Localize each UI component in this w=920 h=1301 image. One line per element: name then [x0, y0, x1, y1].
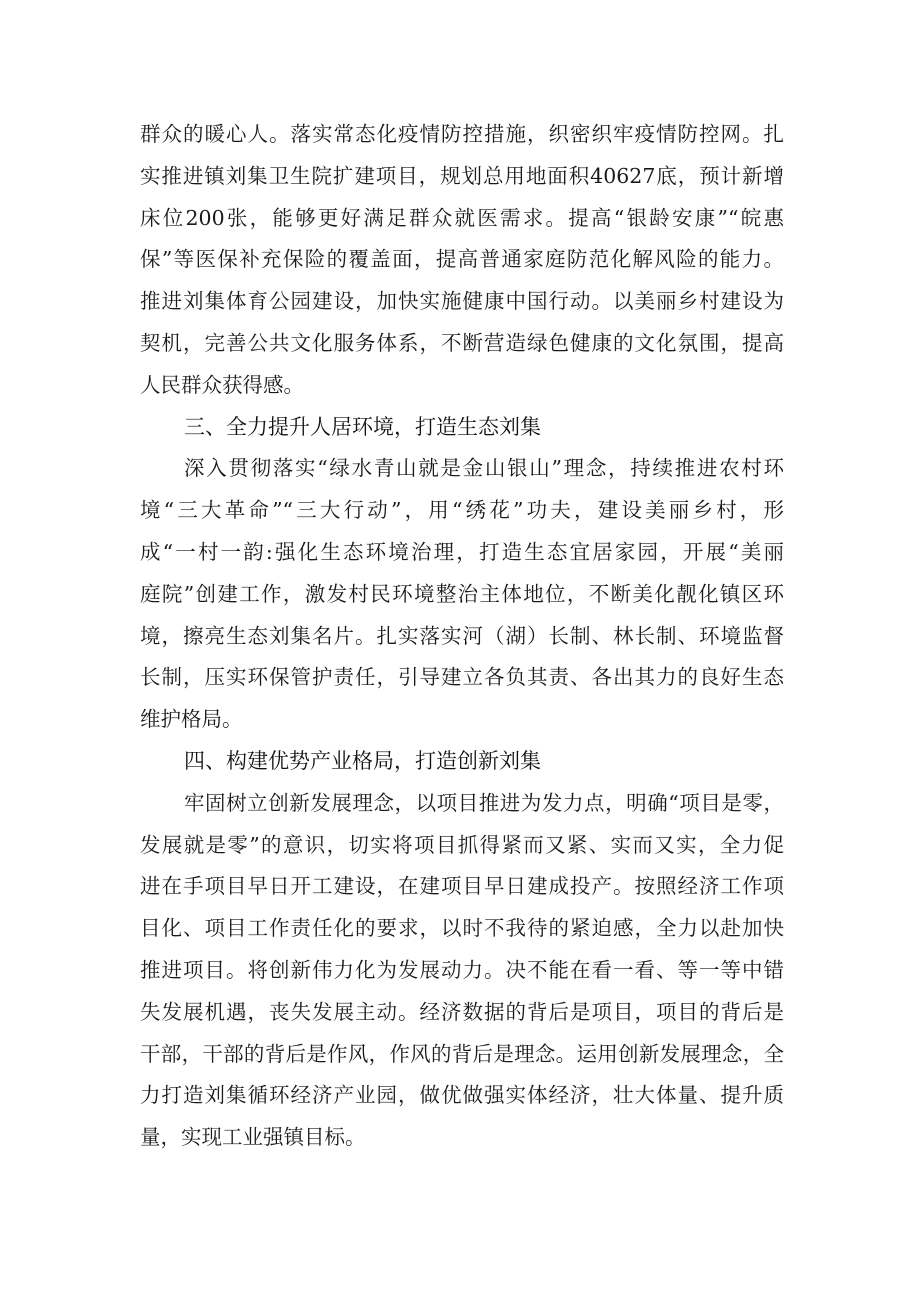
text-line: 境，擦亮生态刘集名片。扎实落实河（湖）长制、林长制、环境监督 — [140, 623, 784, 648]
document-body — [140, 114, 784, 1159]
text-line: 维护格局。 — [140, 707, 243, 732]
text-line: 进在手项目早日开工建设，在建项目早日建成投产。按照经济工作项 — [140, 874, 784, 899]
text-line: 深入贯彻落实“绿水青山就是金山银山”理念，持续推进农村环 — [184, 456, 784, 481]
text-line: 力打造刘集循环经济产业园，做优做强实体经济，壮大体量、提升质 — [140, 1083, 784, 1108]
text-line: 庭院”创建工作，激发村民环境整治主体地位，不断美化靓化镇区环 — [140, 581, 784, 606]
section-heading-3: 三、全力提升人居环境，打造生态刘集 — [184, 414, 541, 439]
text-line: 实推进镇刘集卫生院扩建项目，规划总用地面积40627底，预计新增 — [140, 163, 784, 188]
text-line: 群众的暖心人。落实常态化疫情防控措施，织密织牢疫情防控网。扎 — [140, 122, 784, 146]
text-line: 推进刘集体育公园建设，加快实施健康中国行动。以美丽乡村建设为 — [140, 289, 784, 314]
text-line: 目化、项目工作责任化的要求，以时不我待的紧迫感，全力以赴加快 — [140, 916, 784, 941]
text-line: 境“三大革命”“三大行动”，用“绣花”功夫，建设美丽乡村，形 — [140, 498, 784, 523]
paragraph-ecology — [140, 448, 784, 741]
section-heading-4: 四、构建优势产业格局，打造创新刘集 — [184, 748, 541, 773]
text-line: 成“一村一韵:强化生态环境治理，打造生态宜居家园，开展“美丽 — [140, 539, 784, 564]
text-line: 量，实现工业强镇目标。 — [140, 1125, 366, 1150]
text-line: 失发展机遇，丧失发展主动。经济数据的背后是项目，项目的背后是 — [140, 999, 784, 1024]
text-line: 保”等医保补充保险的覆盖面，提高普通家庭防范化解风险的能力。 — [140, 247, 784, 272]
paragraph-innovation — [140, 783, 784, 1159]
text-line: 床位200张，能够更好满足群众就医需求。提高“银龄安康”“皖惠 — [140, 205, 784, 230]
text-line: 人民群众获得感。 — [140, 372, 304, 397]
text-line: 发展就是零”的意识，切实将项目抓得紧而又紧、实而又实，全力促 — [140, 832, 784, 857]
paragraph-health — [140, 114, 784, 407]
text-line: 长制，压实环保管护责任，引导建立各负其责、各出其力的良好生态 — [140, 665, 784, 690]
text-line: 推进项目。将创新伟力化为发展动力。决不能在看一看、等一等中错 — [140, 957, 784, 982]
text-line: 牢固树立创新发展理念，以项目推进为发力点，明确“项目是零， — [184, 790, 784, 815]
text-line: 干部，干部的背后是作风，作风的背后是理念。运用创新发展理念，全 — [140, 1041, 784, 1066]
text-line: 契机，完善公共文化服务体系，不断营造绿色健康的文化氛围，提高 — [140, 330, 784, 355]
